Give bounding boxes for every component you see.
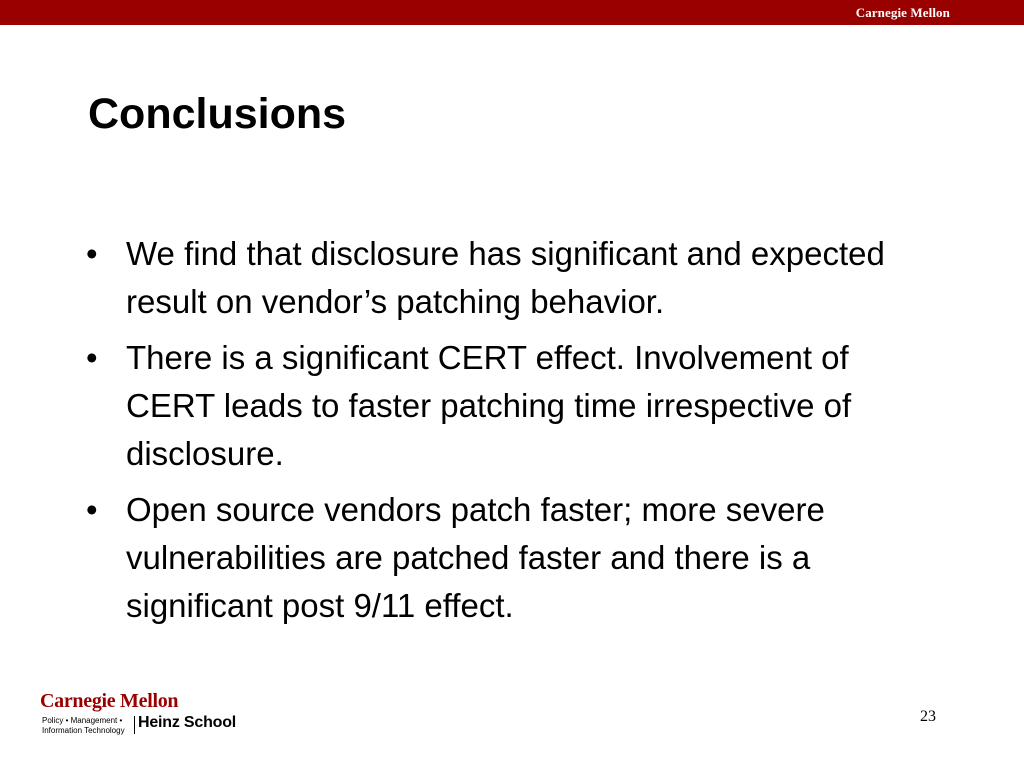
slide-title: Conclusions	[88, 90, 347, 138]
bullet-item	[86, 486, 946, 630]
heinz-school-logo	[40, 690, 260, 738]
bullet-icon: •	[86, 339, 98, 376]
bullet-item	[86, 230, 946, 326]
header-brand: Carnegie Mellon	[855, 5, 950, 20]
logo-cmu-text: Carnegie Mellon	[40, 690, 179, 712]
logo-divider	[134, 716, 135, 734]
bullet-item	[86, 334, 946, 478]
bullet-text: There is a significant CERT effect. Involvement of CERT leads to faster patching time irrespective of disclosure.	[126, 339, 852, 472]
top-bar	[0, 0, 1024, 25]
bullet-list	[86, 230, 946, 638]
logo-school-text: Heinz School	[138, 714, 237, 731]
bullet-icon: •	[86, 491, 98, 528]
bullet-icon: •	[86, 235, 98, 272]
bullet-text: Open source vendors patch faster; more severe vulnerabilities are patched faster and there is a significant post 9/11 effect.	[126, 491, 825, 624]
bullet-text: We find that disclosure has significant and expected result on vendor’s patching behavior.	[126, 235, 885, 320]
page-number: 23	[920, 708, 936, 725]
logo-tagline	[42, 716, 125, 736]
logo-tagline-line1: Policy • Management •	[42, 716, 123, 725]
logo-tagline-line2: Information Technology	[42, 726, 125, 735]
